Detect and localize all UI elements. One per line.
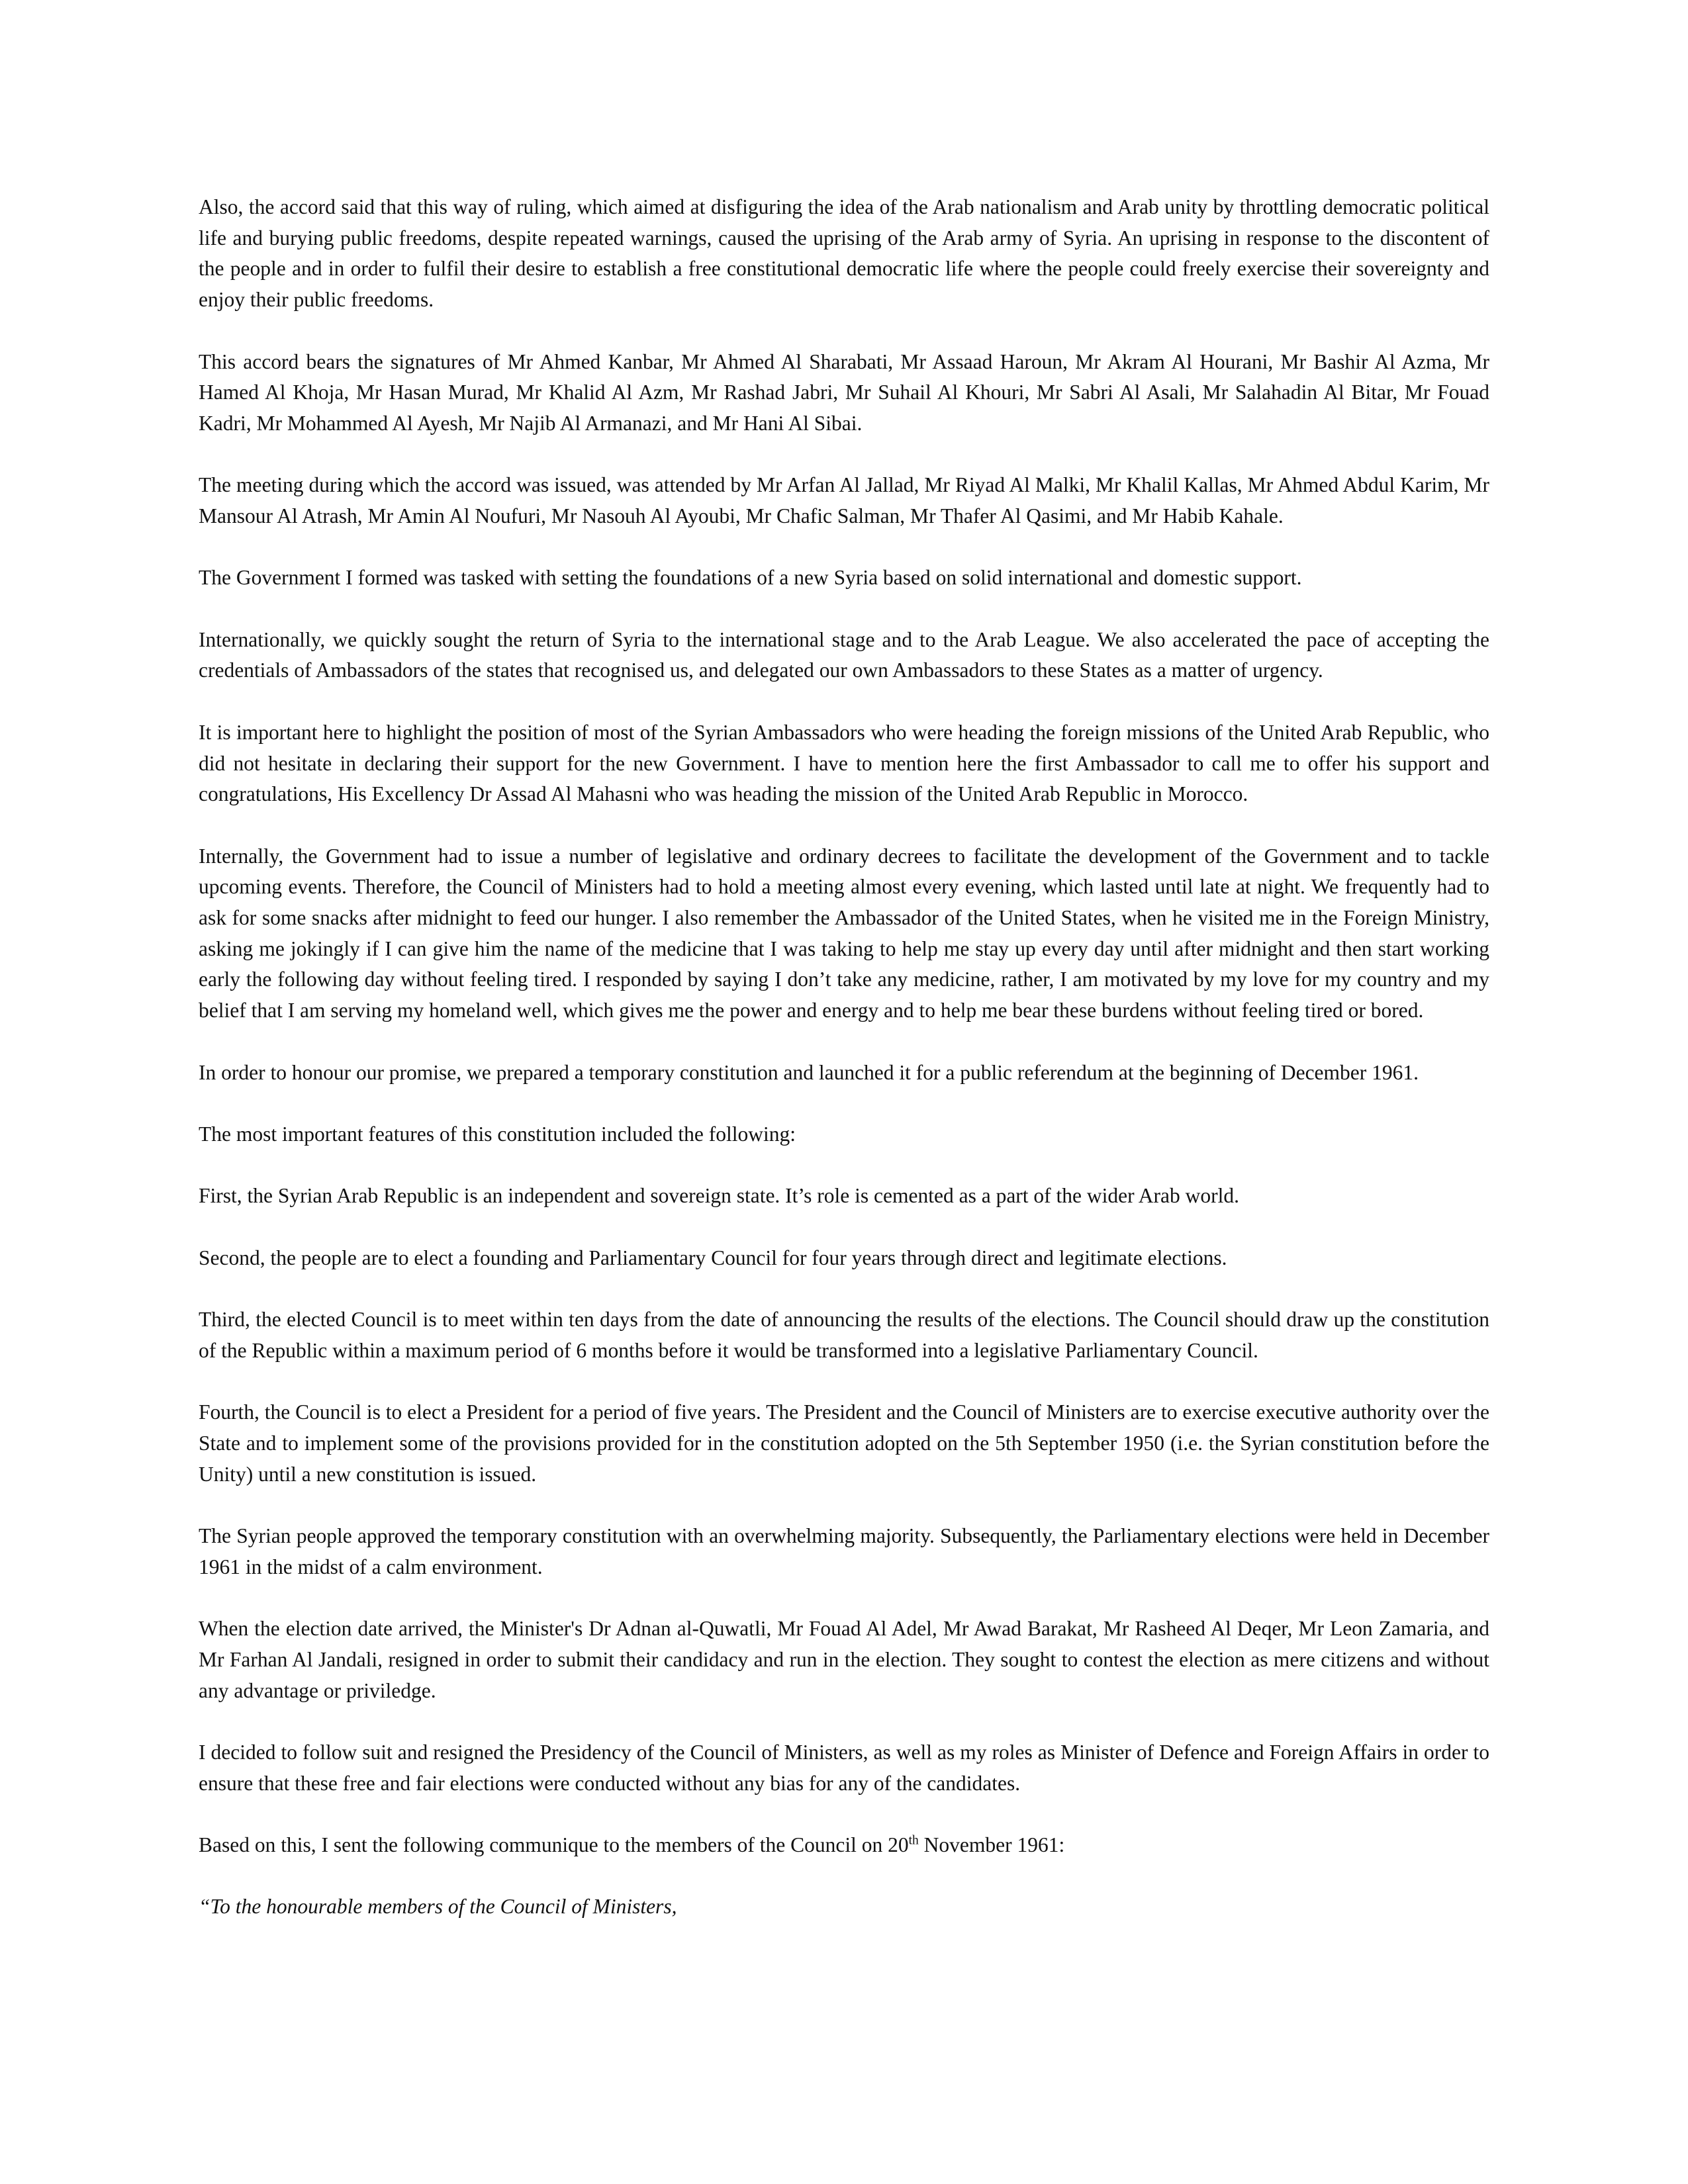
communique-salutation: “To the honourable members of the Council of Ministers, <box>199 1895 677 1919</box>
document-page <box>199 192 1489 1954</box>
paragraph-ministers-resign: When the election date arrived, the Minister's Dr Adnan al-Quwatli, Mr Fouad Al Adel, Mr Awad Barakat, Mr Rasheed Al Deqer, Mr Leon Zamaria, and Mr Farhan Al Jandali, resigned in order to submit their candidacy and run in the election. They sought to contest the election as mere citizens and without any advantage or priviledge. <box>199 1617 1489 1702</box>
paragraph-author-resigns: I decided to follow suit and resigned the Presidency of the Council of Ministers, as well as my roles as Minister of Defence and Foreign Affairs in order to ensure that these free and fair elections were conducted without any bias for any of the candidates. <box>199 1740 1489 1795</box>
paragraph-accord-signatures: This accord bears the signatures of Mr Ahmed Kanbar, Mr Ahmed Al Sharabati, Mr Assaad Haroun, Mr Akram Al Hourani, Mr Bashir Al Azma, Mr Hamed Al Khoja, Mr Hasan Murad, Mr Khalid Al Azm, Mr Rashad Jabri, Mr Suhail Al Khouri, Mr Sabri Al Asali, Mr Salahadin Al Bitar, Mr Fouad Kadri, Mr Mohammed Al Ayesh, Mr Najib Al Armanazi, and Mr Hani Al Sibai. <box>199 349 1489 435</box>
paragraph-international: Internationally, we quickly sought the return of Syria to the international stage and to the Arab League. We also accelerated the pace of accepting the credentials of Ambassadors of the states that recognised us, and delegated our own Ambassadors to these States as a matter of urgency. <box>199 627 1489 682</box>
paragraph-internal: Internally, the Government had to issue a number of legislative and ordinary decrees to facilitate the development of the Government and to tackle upcoming events. Therefore, the Council of Ministers had to hold a meeting almost every evening, which lasted until late at night. We frequently had to ask for some snacks after midnight to feed our hunger. I also remember the Ambassador of the United States, when he visited me in the Foreign Ministry, asking me jokingly if I can give him the name of the medicine that I was taking to help me stay up every day until after midnight and then start working early the following day without feeling tired. I responded by saying I don’t take any medicine, rather, I am motivated by my love for my country and my belief that I am serving my homeland well, which gives me the power and energy and to help me bear these burdens without feeling tired or bored. <box>199 844 1489 1023</box>
communique-intro-text: Based on this, I sent the following communique to the members of the Council on 20 <box>199 1833 909 1857</box>
paragraph-accord-ruling: Also, the accord said that this way of ruling, which aimed at disfiguring the idea of the Arab nationalism and Arab unity by throttling democratic political life and burying public freedoms, despite repeated warnings, caused the uprising of the Arab army of Syria. An uprising in response to the discontent of the people and in order to fulfil their desire to establish a free constitutional democratic life where the people could freely exercise their sovereignty and enjoy their public freedoms. <box>199 195 1489 312</box>
paragraph-temporary-constitution: In order to honour our promise, we prepared a temporary constitution and launched it for a public referendum at the beginning of December 1961. <box>199 1060 1419 1084</box>
paragraph-referendum-result: The Syrian people approved the temporary constitution with an overwhelming majority. Subsequently, the Parliamentary elections were held in December 1961 in the midst of a calm environment. <box>199 1524 1489 1578</box>
paragraph-feature-fourth: Fourth, the Council is to elect a President for a period of five years. The President and the Council of Ministers are to exercise executive authority over the State and to implement some of the provisions provided for in the constitution adopted on the 5th September 1950 (i.e. the Syrian constitution before the Unity) until a new constitution is issued. <box>199 1400 1489 1486</box>
paragraph-feature-second: Second, the people are to elect a founding and Parliamentary Council for four years through direct and legitimate elections. <box>199 1246 1227 1269</box>
paragraph-government-task: The Government I formed was tasked with setting the foundations of a new Syria based on solid international and domestic support. <box>199 566 1302 590</box>
paragraph-meeting-attendees: The meeting during which the accord was issued, was attended by Mr Arfan Al Jallad, Mr Riyad Al Malki, Mr Khalil Kallas, Mr Ahmed Abdul Karim, Mr Mansour Al Atrash, Mr Amin Al Noufuri, Mr Nasouh Al Ayoubi, Mr Chafic Salman, Mr Thafer Al Qasimi, and Mr Habib Kahale. <box>199 473 1489 527</box>
paragraph-communique-intro <box>199 1830 1489 1861</box>
paragraph-feature-third: Third, the elected Council is to meet within ten days from the date of announcing the results of the elections. The Council should draw up the constitution of the Republic within a maximum period of 6 months before it would be transformed into a legislative Parliamentary Council. <box>199 1308 1489 1362</box>
communique-intro-date: November 1961: <box>918 1833 1065 1857</box>
paragraph-feature-first: First, the Syrian Arab Republic is an independent and sovereign state. It’s role is cemented as a part of the wider Arab world. <box>199 1184 1239 1208</box>
date-ordinal-superscript: th <box>908 1833 919 1848</box>
paragraph-ambassadors: It is important here to highlight the position of most of the Syrian Ambassadors who were heading the foreign missions of the United Arab Republic, who did not hesitate in declaring their support for the new Government. I have to mention here the first Ambassador to call me to offer his support and congratulations, His Excellency Dr Assad Al Mahasni who was heading the mission of the United Arab Republic in Morocco. <box>199 720 1489 806</box>
paragraph-features-intro: The most important features of this constitution included the following: <box>199 1122 796 1146</box>
